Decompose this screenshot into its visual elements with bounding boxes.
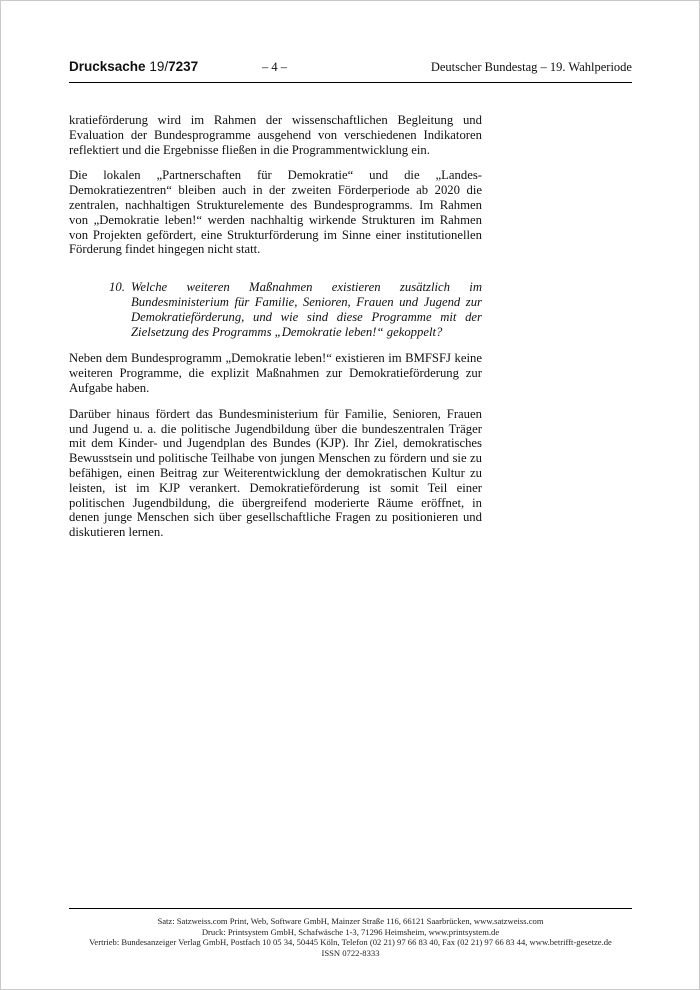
paragraph-continuation: kratieförderung wird im Rahmen der wissenschaftlichen Begleitung und Evaluation der Bundesprogramme ausgehend von verschiedenen Indikatoren reflektiert und die Ergebnisse fließen in die Programmentwicklung ein. <box>69 113 482 157</box>
header-divider <box>69 82 632 83</box>
document-body <box>69 113 482 551</box>
paragraph-structures: Die lokalen „Partnerschaften für Demokratie“ und die „Landes-Demokratiezentren“ bleiben auch in der zweiten Förderperiode ab 2020 die zentralen, nachhaltigen Strukturelemente des Bundesprogramms. Im Rahmen von „Demokratie leben!“ werden nachhaltig wirkende Strukturen im Rahmen von Projekten gefördert, eine Strukturförderung im Sinne einer institutionellen Förderung findet hingegen nicht statt. <box>69 168 482 257</box>
page-header <box>69 59 632 83</box>
question-text: Welche weiteren Maßnahmen existieren zusätzlich im Bundesministerium für Familie, Senioren, Frauen und Jugend zur Demokratieförderung, und wie sind diese Programme mit der Zielsetzung des Programms „Demokratie leben!“ gekoppelt? <box>131 280 482 339</box>
imprint-footer <box>69 908 632 958</box>
doc-number-prefix: 19/ <box>149 59 169 74</box>
imprint-line-druck: Druck: Printsystem GmbH, Schafwäsche 1-3, 71296 Heimsheim, www.printsystem.de <box>201 926 500 937</box>
answer-paragraph-2: Darüber hinaus fördert das Bundesministerium für Familie, Senioren, Frauen und Jugend u. a. die politische Jugendbildung über die bundeszentralen Träger mit dem Kinder- und Jugendplan des Bundes (KJP). Ihr Ziel, demokratisches Bewusstsein und politische Teilhabe von jungen Menschen zu fördern und sie zu befähigen, einen Beitrag zur Weiterentwicklung der demokratischen Kultur zu leisten, ist im KJP verankert. Demokratieförderung ist somit Teil einer politischen Jugendbildung, die übergreifend moderierte Räume eröffnet, in denen junge Menschen sich über gesellschaftliche Fragen zu positionieren und diskutieren lernen. <box>69 406 482 540</box>
question-10 <box>69 280 482 339</box>
page-number: – 4 – <box>261 60 287 74</box>
answer-paragraph-1: Neben dem Bundesprogramm „Demokratie leben!“ existieren im BMFSFJ keine weiteren Programme, die explizit Maßnahmen zur Demokratieförderung zur Aufgabe haben. <box>69 351 482 395</box>
imprint-line-vertrieb: Vertrieb: Bundesanzeiger Verlag GmbH, Postfach 10 05 34, 50445 Köln, Telefon (02 21) 97 66 83 40, Fax (02 21) 97 66 83 44, www.betrifft-gesetze.de <box>89 937 612 948</box>
drucksache-label: Drucksache <box>69 59 146 74</box>
doc-number: 7237 <box>168 59 199 74</box>
question-number: 10. <box>109 280 125 295</box>
imprint-line-satz: Satz: Satzweiss.com Print, Web, Software GmbH, Mainzer Straße 116, 66121 Saarbrücken, www.satzweiss.com <box>157 916 544 926</box>
drucksache-number <box>69 59 198 74</box>
imprint-line-issn: ISSN 0722-8333 <box>321 947 380 958</box>
parliament-period-label: Deutscher Bundestag – 19. Wahlperiode <box>430 60 632 74</box>
